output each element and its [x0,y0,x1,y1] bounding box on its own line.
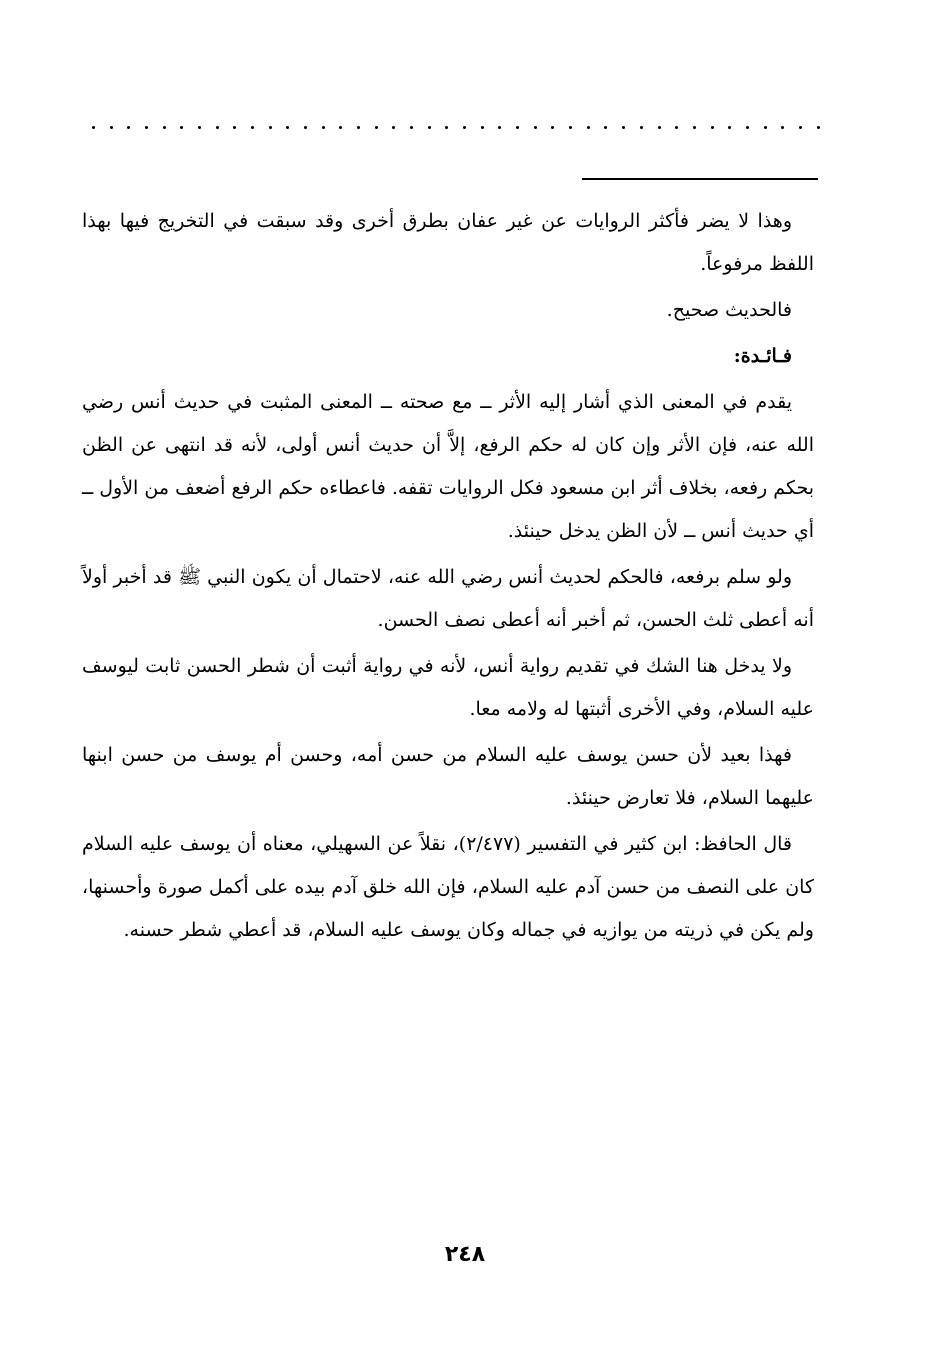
paragraph: قال الحافظ: ابن كثير في التفسير (٢/٤٧٧)، نقلاً عن السهيلي، معناه أن يوسف عليه السلام كان على النصف من حسن آدم عليه السلام، فإن الله خلق آدم بيده على أكمل صورة وأحسنها، ولم يكن في ذريته من يوازيه في جماله وكان يوسف عليه السلام، قد أعطي شطر حسنه. [82,833,814,941]
dotted-separator [92,118,820,136]
page-number: ٢٤٨ [444,1242,486,1267]
section-heading: فـائـدة: [733,345,792,367]
paragraph-continuation: وهذا لا يضر فأكثر الروايات عن غير عفان بطرق أخرى وقد سبقت في التخريج فيها بهذا اللفظ مرفوعاً. [82,210,814,275]
paragraph-verdict: فالحديث صحيح. [666,299,792,321]
paragraph: ولو سلم برفعه، فالحكم لحديث أنس رضي الله عنه، لاحتمال أن يكون النبي ﷺ قد أخبر أولاً أنه أعطى ثلث الحسن، ثم أخبر أنه أعطى نصف الحسن. [82,566,814,631]
paragraph: يقدم في المعنى الذي أشار إليه الأثر ــ مع صحته ــ المعنى المثبت في حديث أنس رضي الله عنه، فإن الأثر وإن كان له حكم الرفع، إلاَّ أن حديث أنس أولى، لأنه قد انتهى عن الظن بحكم رفعه، بخلاف أثر ابن مسعود فكل الروايات تقفه. فاعطاءه حكم الرفع أضعف من الأول ــ أي حديث أنس ــ لأن الظن يدخل حينئذ. [82,391,814,542]
footnote-rule [582,178,818,180]
paragraph: فهذا بعيد لأن حسن يوسف عليه السلام من حسن أمه، وحسن أم يوسف من حسن ابنها عليهما السلام، فلا تعارض حينئذ. [82,744,814,809]
paragraph: ولا يدخل هنا الشك في تقديم رواية أنس، لأنه في رواية أثبت أن شطر الحسن ثابت ليوسف عليه السلام، وفي الأخرى أثبتها له ولامه معا. [82,655,814,720]
page-body [82,200,814,955]
